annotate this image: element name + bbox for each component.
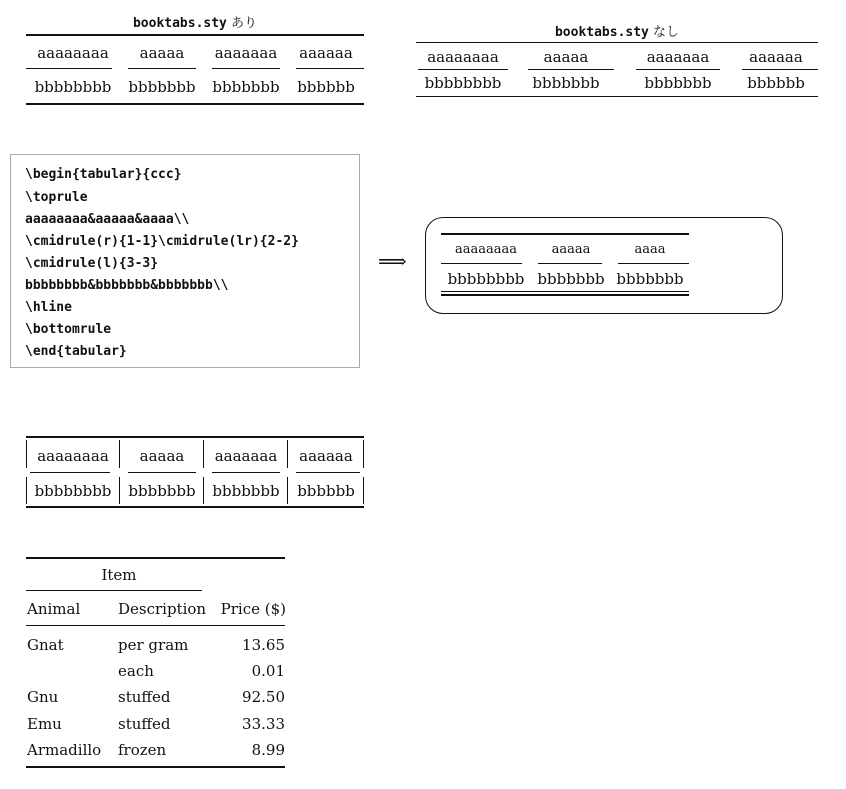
cell-animal: Gnat: [27, 636, 64, 654]
cmidrule: [128, 68, 196, 69]
group-header-item: Item: [101, 566, 137, 584]
cmidrule: [26, 68, 112, 69]
column-header: Description: [118, 600, 207, 618]
cmidrule: [618, 263, 689, 264]
code-line: \end{tabular}: [25, 344, 127, 359]
body-cell: bbbbbbbb: [34, 482, 112, 500]
header-cell: aaaaaaaa: [37, 447, 109, 465]
code-line: \toprule: [25, 190, 88, 205]
caption-jp: あり: [226, 16, 258, 31]
caption-without-booktabs: [416, 21, 818, 40]
result-box: [425, 217, 783, 314]
header-cell: aaaaaa: [299, 44, 353, 62]
cline: [636, 69, 720, 70]
cmidrule: [296, 68, 364, 69]
header-cell: aaaa: [634, 242, 666, 257]
cmidrule: [441, 263, 522, 264]
header-cell: aaaaa: [139, 44, 185, 62]
cell-price: 0.01: [251, 662, 285, 680]
body-cell: bbbbbbbb: [447, 270, 525, 288]
bottomrule: [441, 294, 689, 296]
body-cell: bbbbbbb: [212, 482, 280, 500]
toprule: [26, 436, 364, 438]
cell-price: 92.50: [242, 688, 285, 706]
header-cell: aaaaaa: [299, 447, 353, 465]
toprule: [26, 34, 364, 36]
cell-description: each: [118, 662, 154, 680]
body-cell: bbbbbbbb: [424, 74, 502, 92]
column-header: Animal: [27, 600, 81, 618]
bottomrule: [26, 506, 364, 508]
cmidrule: [296, 472, 360, 473]
body-cell: bbbbbbb: [537, 270, 605, 288]
body-cell: bbbbbbb: [128, 482, 196, 500]
caption-jp: なし: [648, 25, 680, 40]
cell-description: frozen: [118, 741, 167, 759]
cell-animal: Emu: [27, 715, 62, 733]
code-line: bbbbbbbb&bbbbbbb&bbbbbbb\\: [25, 278, 229, 293]
cline: [418, 69, 508, 70]
body-cell: bbbbbbb: [644, 74, 712, 92]
midrule: [26, 625, 285, 626]
cline: [742, 69, 818, 70]
bottomrule: [26, 103, 364, 105]
toprule: [441, 233, 689, 235]
cell-animal: Armadillo: [27, 741, 102, 759]
header-cell: aaaaaa: [749, 48, 803, 66]
bottomrule: [26, 766, 285, 768]
body-cell: bbbbbbb: [212, 78, 280, 96]
header-cell: aaaaa: [139, 447, 185, 465]
body-cell: bbbbbbb: [128, 78, 196, 96]
column-header: Price ($): [220, 600, 286, 618]
code-line: \begin{tabular}{ccc}: [25, 167, 182, 182]
code-line: \hline: [25, 300, 72, 315]
cell-price: 13.65: [242, 636, 285, 654]
code-line: \cmidrule(l){3-3}: [25, 256, 159, 271]
header-cell: aaaaaaaa: [37, 44, 109, 62]
cmidrule: [128, 472, 196, 473]
cell-description: per gram: [118, 636, 189, 654]
cell-description: stuffed: [118, 688, 171, 706]
code-line: aaaaaaaa&aaaaa&aaaa\\: [25, 212, 190, 227]
cmidrule: [26, 590, 202, 591]
code-line: \bottomrule: [25, 322, 112, 337]
header-cell: aaaaaaaa: [427, 48, 499, 66]
header-cell: aaaaaaa: [214, 44, 278, 62]
caption-with-booktabs: [26, 12, 364, 31]
code-listing: [10, 154, 360, 368]
code-line: \cmidrule(r){1-1}\cmidrule(lr){2-2}: [25, 234, 299, 249]
body-cell: bbbbbb: [297, 78, 355, 96]
hline-top: [416, 42, 818, 43]
cell-price: 8.99: [251, 741, 285, 759]
cline: [528, 69, 614, 70]
toprule: [26, 557, 285, 559]
header-cell: aaaaaaa: [214, 447, 278, 465]
body-cell: bbbbbb: [747, 74, 805, 92]
cmidrule: [30, 472, 110, 473]
header-cell: aaaaa: [543, 48, 589, 66]
body-cell: bbbbbbb: [616, 270, 684, 288]
header-cell: aaaaaaaa: [454, 242, 517, 257]
header-cell: aaaaaaa: [646, 48, 710, 66]
cell-description: stuffed: [118, 715, 171, 733]
body-cell: bbbbbb: [297, 482, 355, 500]
hline-bottom: [416, 96, 818, 97]
body-cell: bbbbbbbb: [34, 78, 112, 96]
cmidrule: [212, 472, 280, 473]
header-cell: aaaaa: [551, 242, 591, 257]
implies-arrow-icon: ⟹: [378, 249, 407, 273]
caption-mono: booktabs.sty: [132, 16, 227, 31]
cmidrule: [212, 68, 280, 69]
caption-mono: booktabs.sty: [554, 25, 649, 40]
cell-price: 33.33: [242, 715, 285, 733]
cmidrule: [538, 263, 602, 264]
cell-animal: Gnu: [27, 688, 59, 706]
hline: [441, 291, 689, 292]
body-cell: bbbbbbb: [532, 74, 600, 92]
